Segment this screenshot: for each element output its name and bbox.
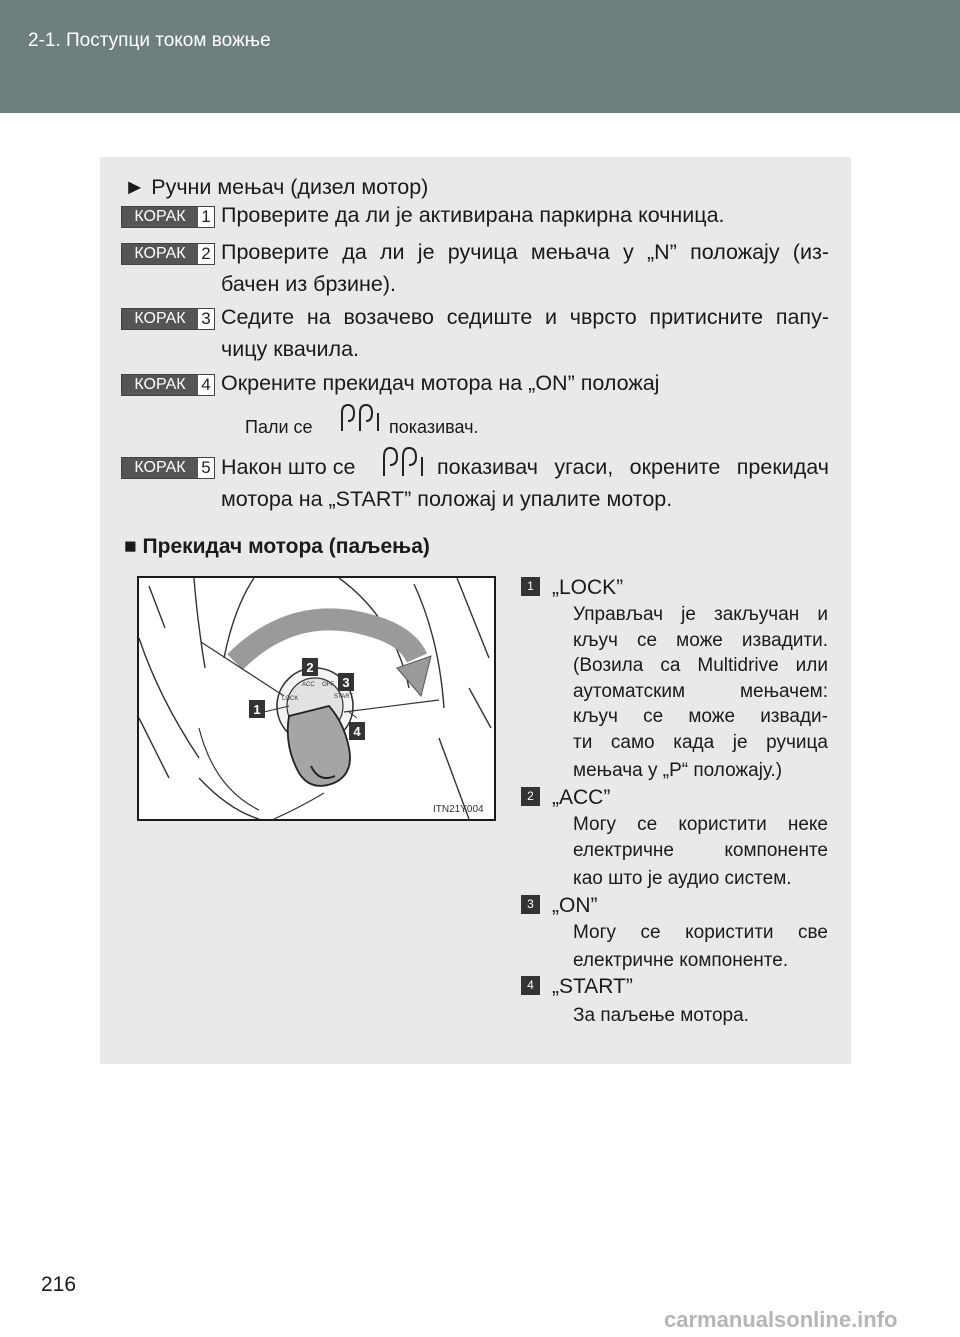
item-2-desc-line-1: Могу се користити неке [573, 814, 828, 835]
step-number: 2 [201, 244, 211, 263]
step-label: КОРАК [122, 309, 198, 329]
image-label: ITN21Y004 [433, 804, 484, 815]
item-1-desc-line-5: кључ се може извади- [573, 706, 828, 727]
switch-label-lock: LOCK [282, 696, 299, 702]
ignition-switch-drawing [139, 578, 494, 819]
item-2-desc-line-3: као што је аудио систем. [573, 868, 792, 889]
item-badge-3: 3 [521, 895, 540, 914]
switch-label-acc: ACC [302, 682, 315, 688]
note-text-after: показивач. [389, 417, 479, 437]
ignition-switch-title: Прекидач мотора (паљења) [142, 535, 430, 558]
step-5-text-line-2: мотора на „START” положај и упалите мотор. [221, 487, 673, 511]
item-1-desc-line-1: Управљач је закључан и [573, 604, 828, 625]
item-badge-2: 2 [521, 787, 540, 806]
callout-3-number: 3 [342, 675, 350, 690]
item-badge-4: 4 [521, 976, 540, 995]
ignition-switch-illustration [137, 576, 496, 821]
step-label: КОРАК [122, 207, 198, 227]
glow-plug-indicator-icon [378, 444, 428, 480]
manual-transmission-heading: ► Ручни мењач (дизел мотор) [124, 175, 429, 199]
note-text-before: Пали се [245, 417, 313, 437]
step-number: 1 [201, 207, 211, 226]
step-2-text-line-2: бачен из брзине). [221, 272, 397, 296]
item-1-desc-line-6: ти само када је ручица [573, 732, 828, 753]
step-1-text: Проверите да ли је активирана паркирна кочница. [221, 203, 725, 227]
step-label: КОРАК [122, 458, 198, 478]
step-badge-3 [121, 308, 215, 330]
item-1-desc-line-2: кључ се може извадити. [573, 630, 828, 651]
item-3-desc-line-2: електричне компоненте. [573, 950, 789, 971]
page-header [0, 0, 960, 113]
item-1-desc-line-4: аутоматским мењачем: [573, 681, 828, 702]
step-badge-1 [121, 206, 215, 228]
step-number: 3 [201, 309, 211, 328]
item-2-desc-line-2: електричне компоненте [573, 840, 828, 861]
callout-2-number: 2 [306, 660, 314, 675]
step-number: 5 [201, 458, 211, 477]
step-3-text-line-2: чицу квачила. [221, 337, 360, 361]
item-1-title: „LOCK” [552, 576, 624, 599]
item-2-title: „ACC” [552, 786, 611, 809]
step-label: КОРАК [122, 244, 198, 264]
step-3-text-line-1: Седите на возачево седиште и чврсто притисните папу- [221, 305, 829, 329]
item-4-title: „START” [552, 975, 633, 998]
ignition-switch-heading [124, 532, 430, 562]
callout-1-number: 1 [253, 702, 261, 717]
item-4-desc-line-1: За паљење мотора. [573, 1005, 749, 1026]
square-bullet-icon: ■ [124, 535, 143, 558]
watermark: carmanualsonline.info [664, 1307, 898, 1332]
item-3-title: „ON” [552, 894, 598, 917]
step-badge-2 [121, 243, 215, 265]
item-1-desc-line-7: мењача у „P“ положају.) [573, 760, 783, 781]
page-number: 216 [41, 1273, 77, 1296]
step-label: КОРАК [122, 375, 198, 395]
step-5-text-before: Након што се [221, 455, 356, 479]
item-badge-1: 1 [521, 577, 540, 596]
step-4-text: Окрените прекидач мотора на „ON” положај [221, 371, 660, 395]
switch-label-off: OFF [322, 682, 334, 688]
step-number: 4 [201, 375, 211, 394]
switch-label-start: START [334, 694, 354, 700]
step-5-text-after: показивач угаси, окрените прекидач [437, 455, 829, 479]
step-2-text-line-1: Проверите да ли је ручица мењача у „N” положају (из- [221, 240, 829, 264]
step-badge-4 [121, 374, 215, 396]
glow-plug-indicator-icon [336, 401, 384, 435]
step-badge-5 [121, 457, 215, 479]
item-1-desc-line-3: (Возила са Multidrive или [573, 655, 828, 676]
callout-4-number: 4 [353, 724, 361, 739]
section-title: 2-1. Поступци током вожње [28, 30, 271, 51]
item-3-desc-line-1: Могу се користити све [573, 922, 828, 943]
